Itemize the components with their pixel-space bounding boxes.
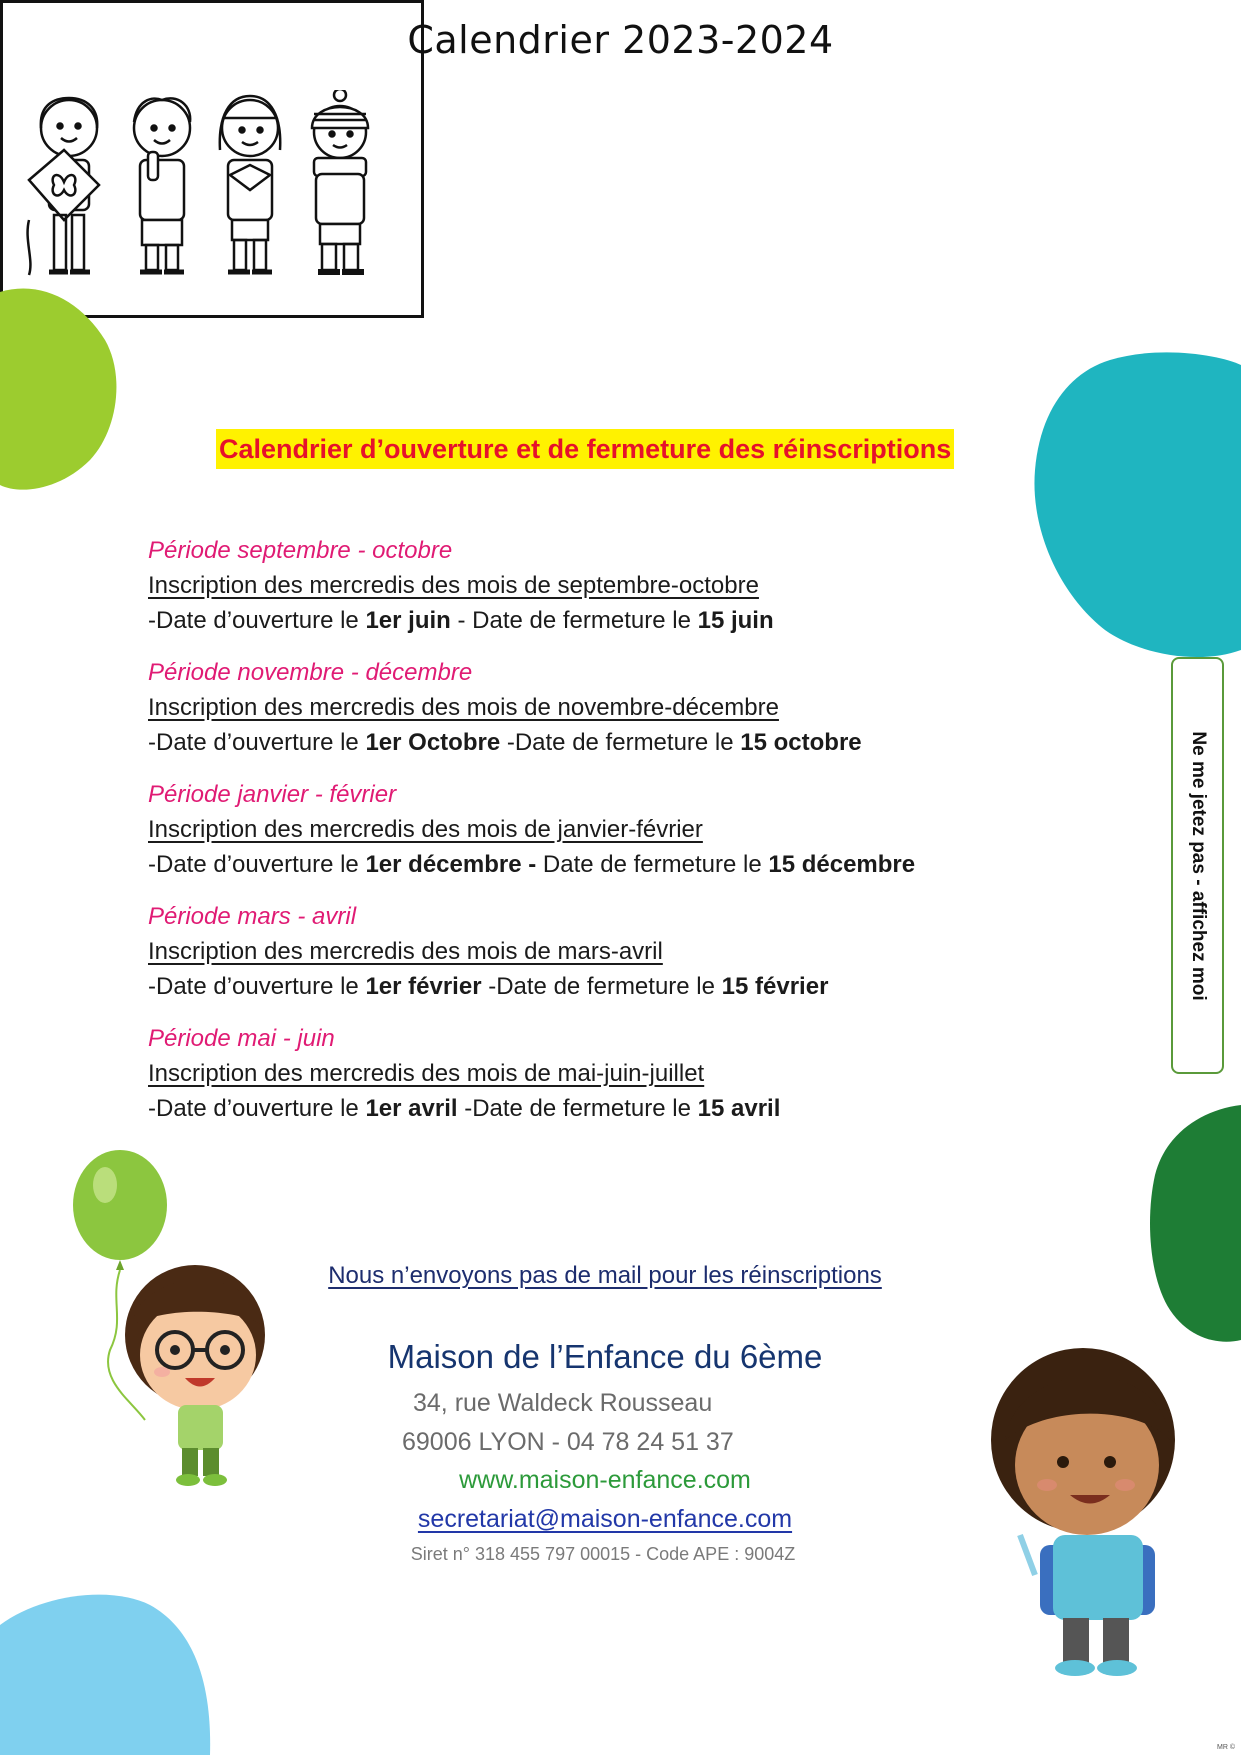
- period-dates: [148, 969, 1048, 1004]
- kid-with-popsicle: [134, 98, 190, 272]
- period-dates: [148, 603, 1048, 638]
- close-prefix: Date de fermeture le: [536, 851, 769, 878]
- period-title: Période janvier - février: [148, 781, 397, 808]
- period-inscription: [148, 934, 1048, 969]
- children-line-art: [14, 90, 406, 290]
- illustration-credit: MR ©: [1217, 1744, 1235, 1751]
- close-prefix: -Date de fermeture le: [457, 1095, 698, 1122]
- organization-name: Maison de l’Enfance du 6ème: [387, 1338, 823, 1375]
- period-block: [148, 899, 1048, 1004]
- period-block: [148, 1021, 1048, 1126]
- calendar-title: Calendrier 2023-2024: [407, 18, 834, 62]
- siret-info: Siret n° 318 455 797 00015 - Code APE : 9004Z: [410, 1544, 796, 1564]
- close-date: 15 juin: [697, 607, 774, 634]
- side-note-box: [1171, 657, 1224, 1074]
- side-note-text: Ne me jetez pas - affichez moi: [1187, 730, 1209, 1001]
- close-prefix: - Date de fermeture le: [450, 607, 698, 634]
- lime-blob-decoration: [0, 280, 120, 495]
- close-date: 15 décembre: [768, 851, 916, 878]
- open-date: 1er Octobre: [365, 729, 501, 756]
- period-title: Période mars - avril: [148, 903, 357, 930]
- period-inscription: [148, 568, 1048, 603]
- open-prefix: -Date d’ouverture le: [148, 973, 366, 1000]
- inscription-text: Inscription des mercredis des mois de mai-juin-juillet: [148, 1060, 705, 1087]
- boy-with-balloon-illustration: [70, 1150, 270, 1490]
- inscription-text: Inscription des mercredis des mois de septembre-octobre: [148, 572, 759, 599]
- period-title: Période mai - juin: [148, 1025, 335, 1052]
- open-prefix: -Date d’ouverture le: [148, 729, 366, 756]
- period-inscription: [148, 690, 1048, 725]
- close-date: 15 avril: [697, 1095, 781, 1122]
- period-block: [148, 777, 1048, 882]
- inscription-text: Inscription des mercredis des mois de mars-avril: [148, 938, 663, 965]
- period-title: Période septembre - octobre: [148, 537, 453, 564]
- inscription-text: Inscription des mercredis des mois de janvier-février: [148, 816, 703, 843]
- sky-blob-decoration: [0, 1585, 215, 1755]
- period-block: [148, 533, 1048, 638]
- close-prefix: -Date de fermeture le: [500, 729, 741, 756]
- close-prefix: -Date de fermeture le: [481, 973, 722, 1000]
- period-inscription: [148, 812, 1048, 847]
- open-prefix: -Date d’ouverture le: [148, 851, 366, 878]
- open-date: 1er juin: [365, 607, 451, 634]
- period-dates: [148, 847, 1048, 882]
- main-heading: Calendrier d’ouverture et de fermeture des réinscriptions: [216, 429, 954, 469]
- teal-blob-decoration: [1030, 350, 1241, 660]
- inscription-text: Inscription des mercredis des mois de novembre-décembre: [148, 694, 779, 721]
- kid-with-leaves: [220, 96, 280, 272]
- no-mail-notice: [0, 1262, 1210, 1290]
- kid-with-kite: [28, 98, 99, 275]
- email-text[interactable]: secretariat@maison-enfance.com: [417, 1505, 793, 1533]
- street-address: 34, rue Waldeck Rousseau: [413, 1389, 713, 1417]
- green-blob-decoration: [1140, 1105, 1241, 1345]
- close-date: 15 octobre: [740, 729, 862, 756]
- open-prefix: -Date d’ouverture le: [148, 607, 366, 634]
- kid-winter-clothes: [312, 90, 368, 272]
- period-dates: [148, 1091, 1048, 1126]
- open-prefix: -Date d’ouverture le: [148, 1095, 366, 1122]
- open-date: 1er décembre -: [365, 851, 537, 878]
- city-and-phone: 69006 LYON - 04 78 24 51 37: [402, 1428, 734, 1456]
- email-link[interactable]: [0, 1505, 1210, 1534]
- period-title: Période novembre - décembre: [148, 659, 473, 686]
- open-date: 1er avril: [365, 1095, 458, 1122]
- period-dates: [148, 725, 1048, 760]
- close-date: 15 février: [721, 973, 829, 1000]
- period-inscription: [148, 1056, 1048, 1091]
- website-link[interactable]: www.maison-enfance.com: [459, 1466, 751, 1494]
- no-mail-text: Nous n’envoyons pas de mail pour les réinscriptions: [328, 1262, 882, 1289]
- open-date: 1er février: [365, 973, 482, 1000]
- period-block: [148, 655, 1048, 760]
